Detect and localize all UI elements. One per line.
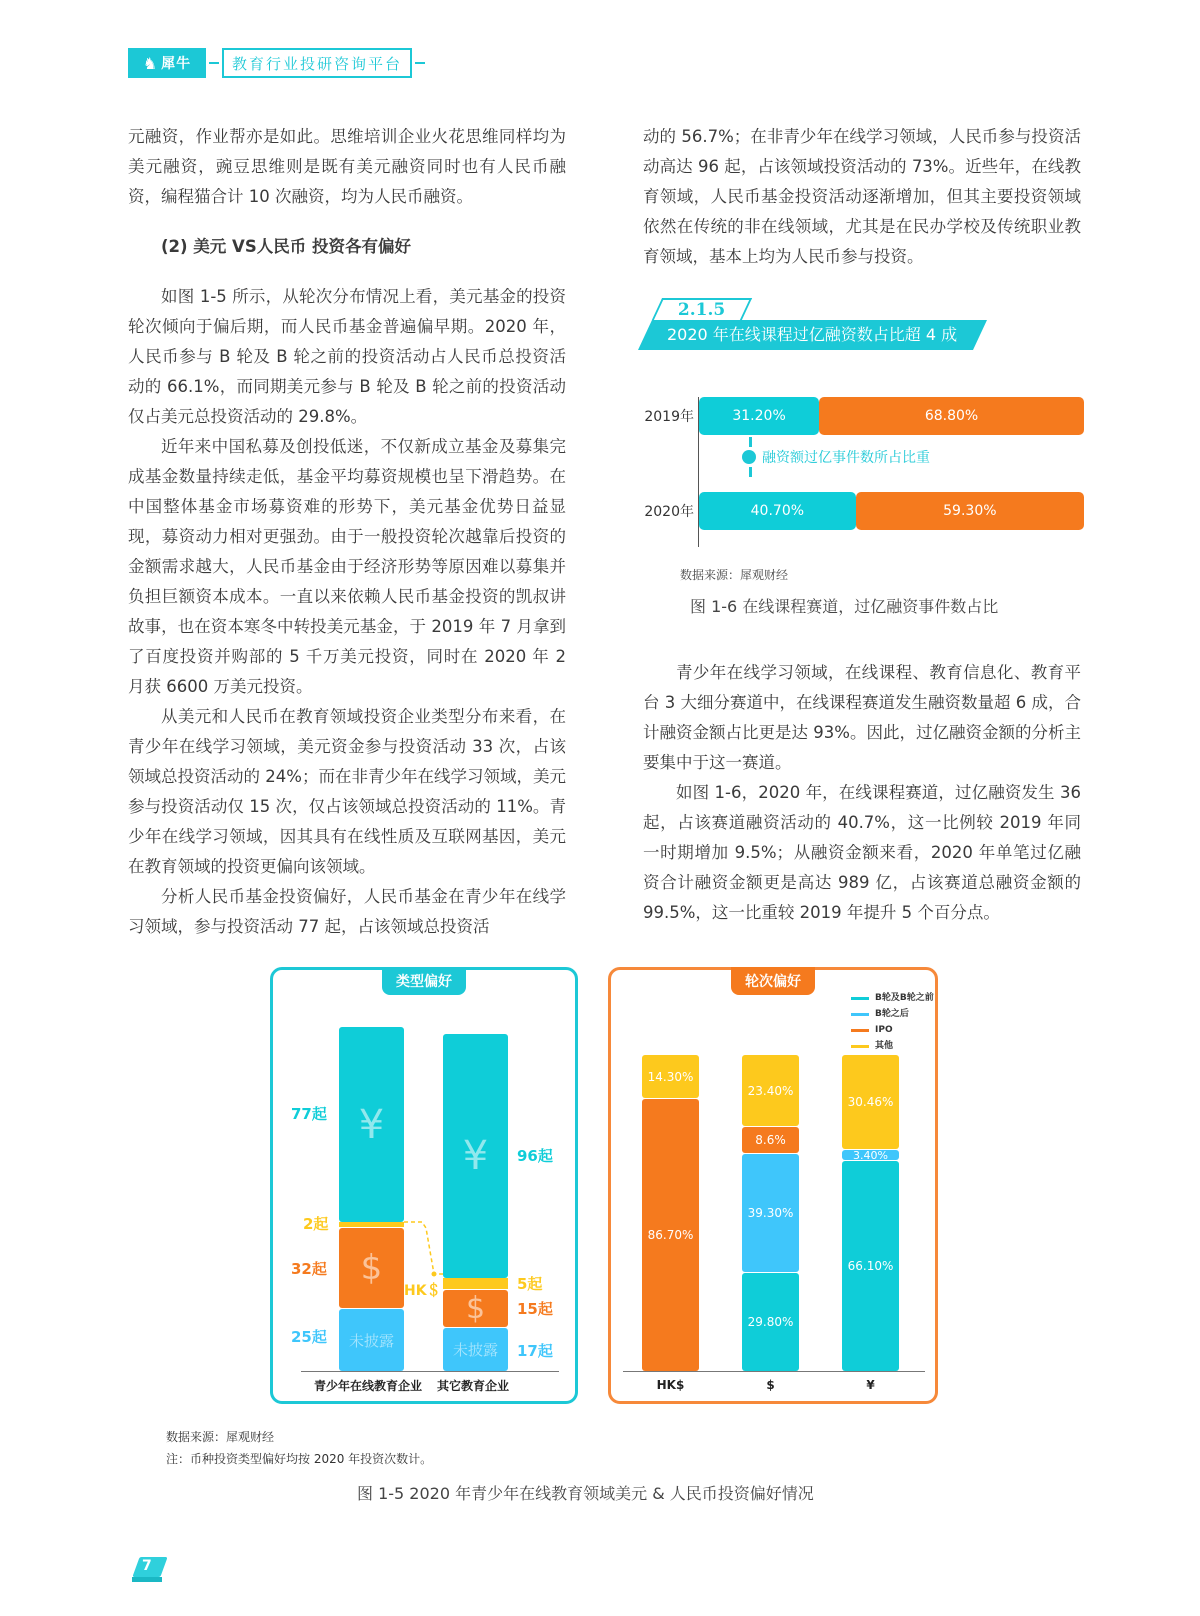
usd-segment <box>443 1290 508 1327</box>
dollar-icon: $ <box>360 1248 383 1288</box>
subheading: (2) 美元 VS人民币 投资各有偏好 <box>161 237 411 256</box>
figure-caption: 图 1-6 在线课程赛道，过亿融资事件数占比 <box>690 597 999 616</box>
rmb-segment <box>339 1027 404 1222</box>
segment-other: 14.30% <box>642 1055 699 1098</box>
header-tagline: 教育行业投研咨询平台 <box>222 48 412 78</box>
left-text-column <box>128 122 566 942</box>
dollar-icon: $ <box>465 1291 486 1326</box>
legend-item: 其他 <box>851 1038 934 1054</box>
figure-caption: 图 1-5 2020 年青少年在线教育领域美元 & 人民币投资偏好情况 <box>357 1484 814 1503</box>
legend: 融资额过亿事件数所占比重 <box>742 447 930 467</box>
type-preference-panel <box>270 967 578 1404</box>
figure-note: 注：币种投资类型偏好均按 2020 年投资次数计。 <box>166 1452 433 1466</box>
paragraph: 动的 56.7%；在非青少年在线学习领域，人民币参与投资活动高达 96 起，占该领域投资活动的 73%。近些年，在线教育领域，人民币基金投资活动逐渐增加，但其主要投资领域依然在传统的非在线领域，尤其是在民办学校及传统职业教育领域，基本上均为人民币参与投资。 <box>643 127 1081 266</box>
value-label: 5起 <box>517 1275 543 1293</box>
paragraph: 青少年在线学习领域，在线课程、教育信息化、教育平台 3 大细分赛道中，在线课程赛道发生融资数量超 6 成，合计融资金额占比更是达 93%。因此，过亿融资金额的分析主要集中于这一赛道。 <box>643 663 1081 772</box>
round-preference-panel <box>608 967 938 1404</box>
paragraph: 近年来中国私募及创投低迷，不仅新成立基金及募集完成基金数量持续走低，基金平均募资规模也呈下滑趋势。在中国整体基金市场募资难的形势下，美元基金优势日益显现，募资动力相对更强劲。由于一般投资轮次越靠后投资的金额需求越大，人民币基金由于经济形势等原因难以募集并负担巨额资本成本。一直以来依赖人民币基金投资的凯叔讲故事，也在资本寒冬中转投美元基金，于 2019 年 7 月拿到了百度投资并购部的 5 千万美元投资，同时在 2020 年 2 月获 6600 万美元投资。 <box>128 437 566 696</box>
x-label: HK$ <box>656 1378 685 1392</box>
unicorn-icon: ♞ <box>142 53 159 73</box>
paragraph: 如图 1-5 所示，从轮次分布情况上看，美元基金的投资轮次倾向于偏后期，而人民币基金普遍偏早期。2020 年，人民币参与 B 轮及 B 轮之前的投资活动占人民币总投资活动的 66.1%，而同期美元参与 B 轮及 B 轮之前的投资活动仅占美元总投资活动的 29.8%。 <box>128 287 566 426</box>
figure-source: 数据来源：犀观财经 <box>680 568 789 582</box>
legend-item: B轮及B轮之前 <box>851 990 934 1006</box>
segment-other: 59.30% <box>856 492 1084 530</box>
value-label: 32起 <box>291 1260 327 1278</box>
figure-notes <box>166 1426 432 1470</box>
paragraph: 如图 1-6，2020 年，在线课程赛道，过亿融资发生 36 起，占该赛道融资活动的 40.7%，这一比例较 2019 年同一时期增加 9.5%；从融资金额来看，2020 年单笔过亿融资合计融资金额更是高达 989 亿，占该赛道总融资金额的 99.5%，这一比重较 2019 年提升 5 个百分点。 <box>643 783 1081 922</box>
page-header <box>128 47 428 79</box>
legend <box>851 990 934 1054</box>
legend-dot-icon <box>742 450 756 464</box>
section-heading <box>645 298 995 354</box>
legend-item: B轮之后 <box>851 1006 934 1022</box>
connector-line <box>749 437 752 447</box>
figure-source: 数据来源：犀观财经 <box>166 1430 275 1444</box>
paragraph: 从美元和人民币在教育领域投资企业类型分布来看，在青少年在线学习领域，美元资金参与投资活动 33 次，占该领域总投资活动的 24%；而在非青少年在线学习领域，美元参与投资活动仅 15 次，仅占该领域总投资活动的 11%。青少年在线学习领域，因其具有在线性质及互联网基因，美元在教育领域的投资更偏向该领域。 <box>128 707 566 876</box>
yuan-icon: ¥ <box>462 1133 489 1179</box>
bar-2020 <box>699 492 1084 530</box>
right-text-column-bottom <box>643 658 1081 928</box>
undisclosed-segment: 未披露 <box>443 1328 508 1371</box>
segment-other: 68.80% <box>819 397 1084 435</box>
value-label: 25起 <box>291 1328 327 1346</box>
section-title-banner: 2020 年在线课程过亿融资数占比超 4 成 <box>638 320 987 350</box>
panel-title: 轮次偏好 <box>731 967 815 995</box>
segment-ipo: 86.70% <box>642 1099 699 1371</box>
bar-2019 <box>699 397 1084 435</box>
x-label: 青少年在线教育企业 <box>313 1379 422 1393</box>
segment-over-100m: 31.20% <box>699 397 819 435</box>
x-axis <box>301 1371 559 1372</box>
value-label: 77起 <box>291 1105 327 1123</box>
x-axis <box>623 1371 925 1372</box>
usd-segment <box>339 1228 404 1308</box>
page-number-badge <box>130 1557 170 1583</box>
right-text-column-top <box>643 122 1081 272</box>
row-label-2020: 2020年 <box>644 504 694 520</box>
value-label: 2起 <box>303 1215 329 1233</box>
rmb-segment <box>443 1034 508 1278</box>
paragraph: 元融资，作业帮亦是如此。思维培训企业火花思维同样均为美元融资，豌豆思维则是既有美元融资同时也有人民币融资，编程猫合计 10 次融资，均为人民币融资。 <box>128 127 566 206</box>
section-number-badge: 2.1.5 <box>652 298 752 320</box>
value-label: 96起 <box>517 1147 553 1165</box>
divider <box>209 62 219 64</box>
brand-logo: ♞ 犀牛 <box>128 48 206 78</box>
page-number: 7 <box>142 1558 152 1574</box>
x-label: ¥ <box>866 1378 875 1392</box>
hk-segment <box>443 1278 508 1289</box>
segment-other: 30.46% <box>842 1055 899 1149</box>
panel-title: 类型偏好 <box>382 967 466 995</box>
segment-over-100m: 40.70% <box>699 492 856 530</box>
yuan-icon: ¥ <box>358 1101 385 1148</box>
legend-item: IPO <box>851 1022 934 1038</box>
hk-segment <box>339 1222 404 1227</box>
segment-ipo: 8.6% <box>742 1127 799 1153</box>
segment-other: 23.40% <box>742 1055 799 1126</box>
row-label-2019: 2019年 <box>644 409 694 425</box>
paragraph: 分析人民币基金投资偏好，人民币基金在青少年在线学习领域，参与投资活动 77 起，占该领域总投资活 <box>128 887 566 936</box>
divider <box>415 62 425 64</box>
segment-after-b: 39.30% <box>742 1154 799 1272</box>
segment-after-b: 3.40% <box>842 1150 899 1160</box>
value-label: 17起 <box>517 1342 553 1360</box>
segment-b-and-before: 29.80% <box>742 1273 799 1371</box>
x-label: $ <box>766 1378 775 1392</box>
value-label: 15起 <box>517 1300 553 1318</box>
segment-b-and-before: 66.10% <box>842 1161 899 1371</box>
connector-line <box>749 467 752 477</box>
hk-label: HK＄ <box>404 1283 441 1299</box>
undisclosed-segment: 未披露 <box>339 1309 404 1371</box>
x-label: 其它教育企业 <box>436 1379 509 1393</box>
